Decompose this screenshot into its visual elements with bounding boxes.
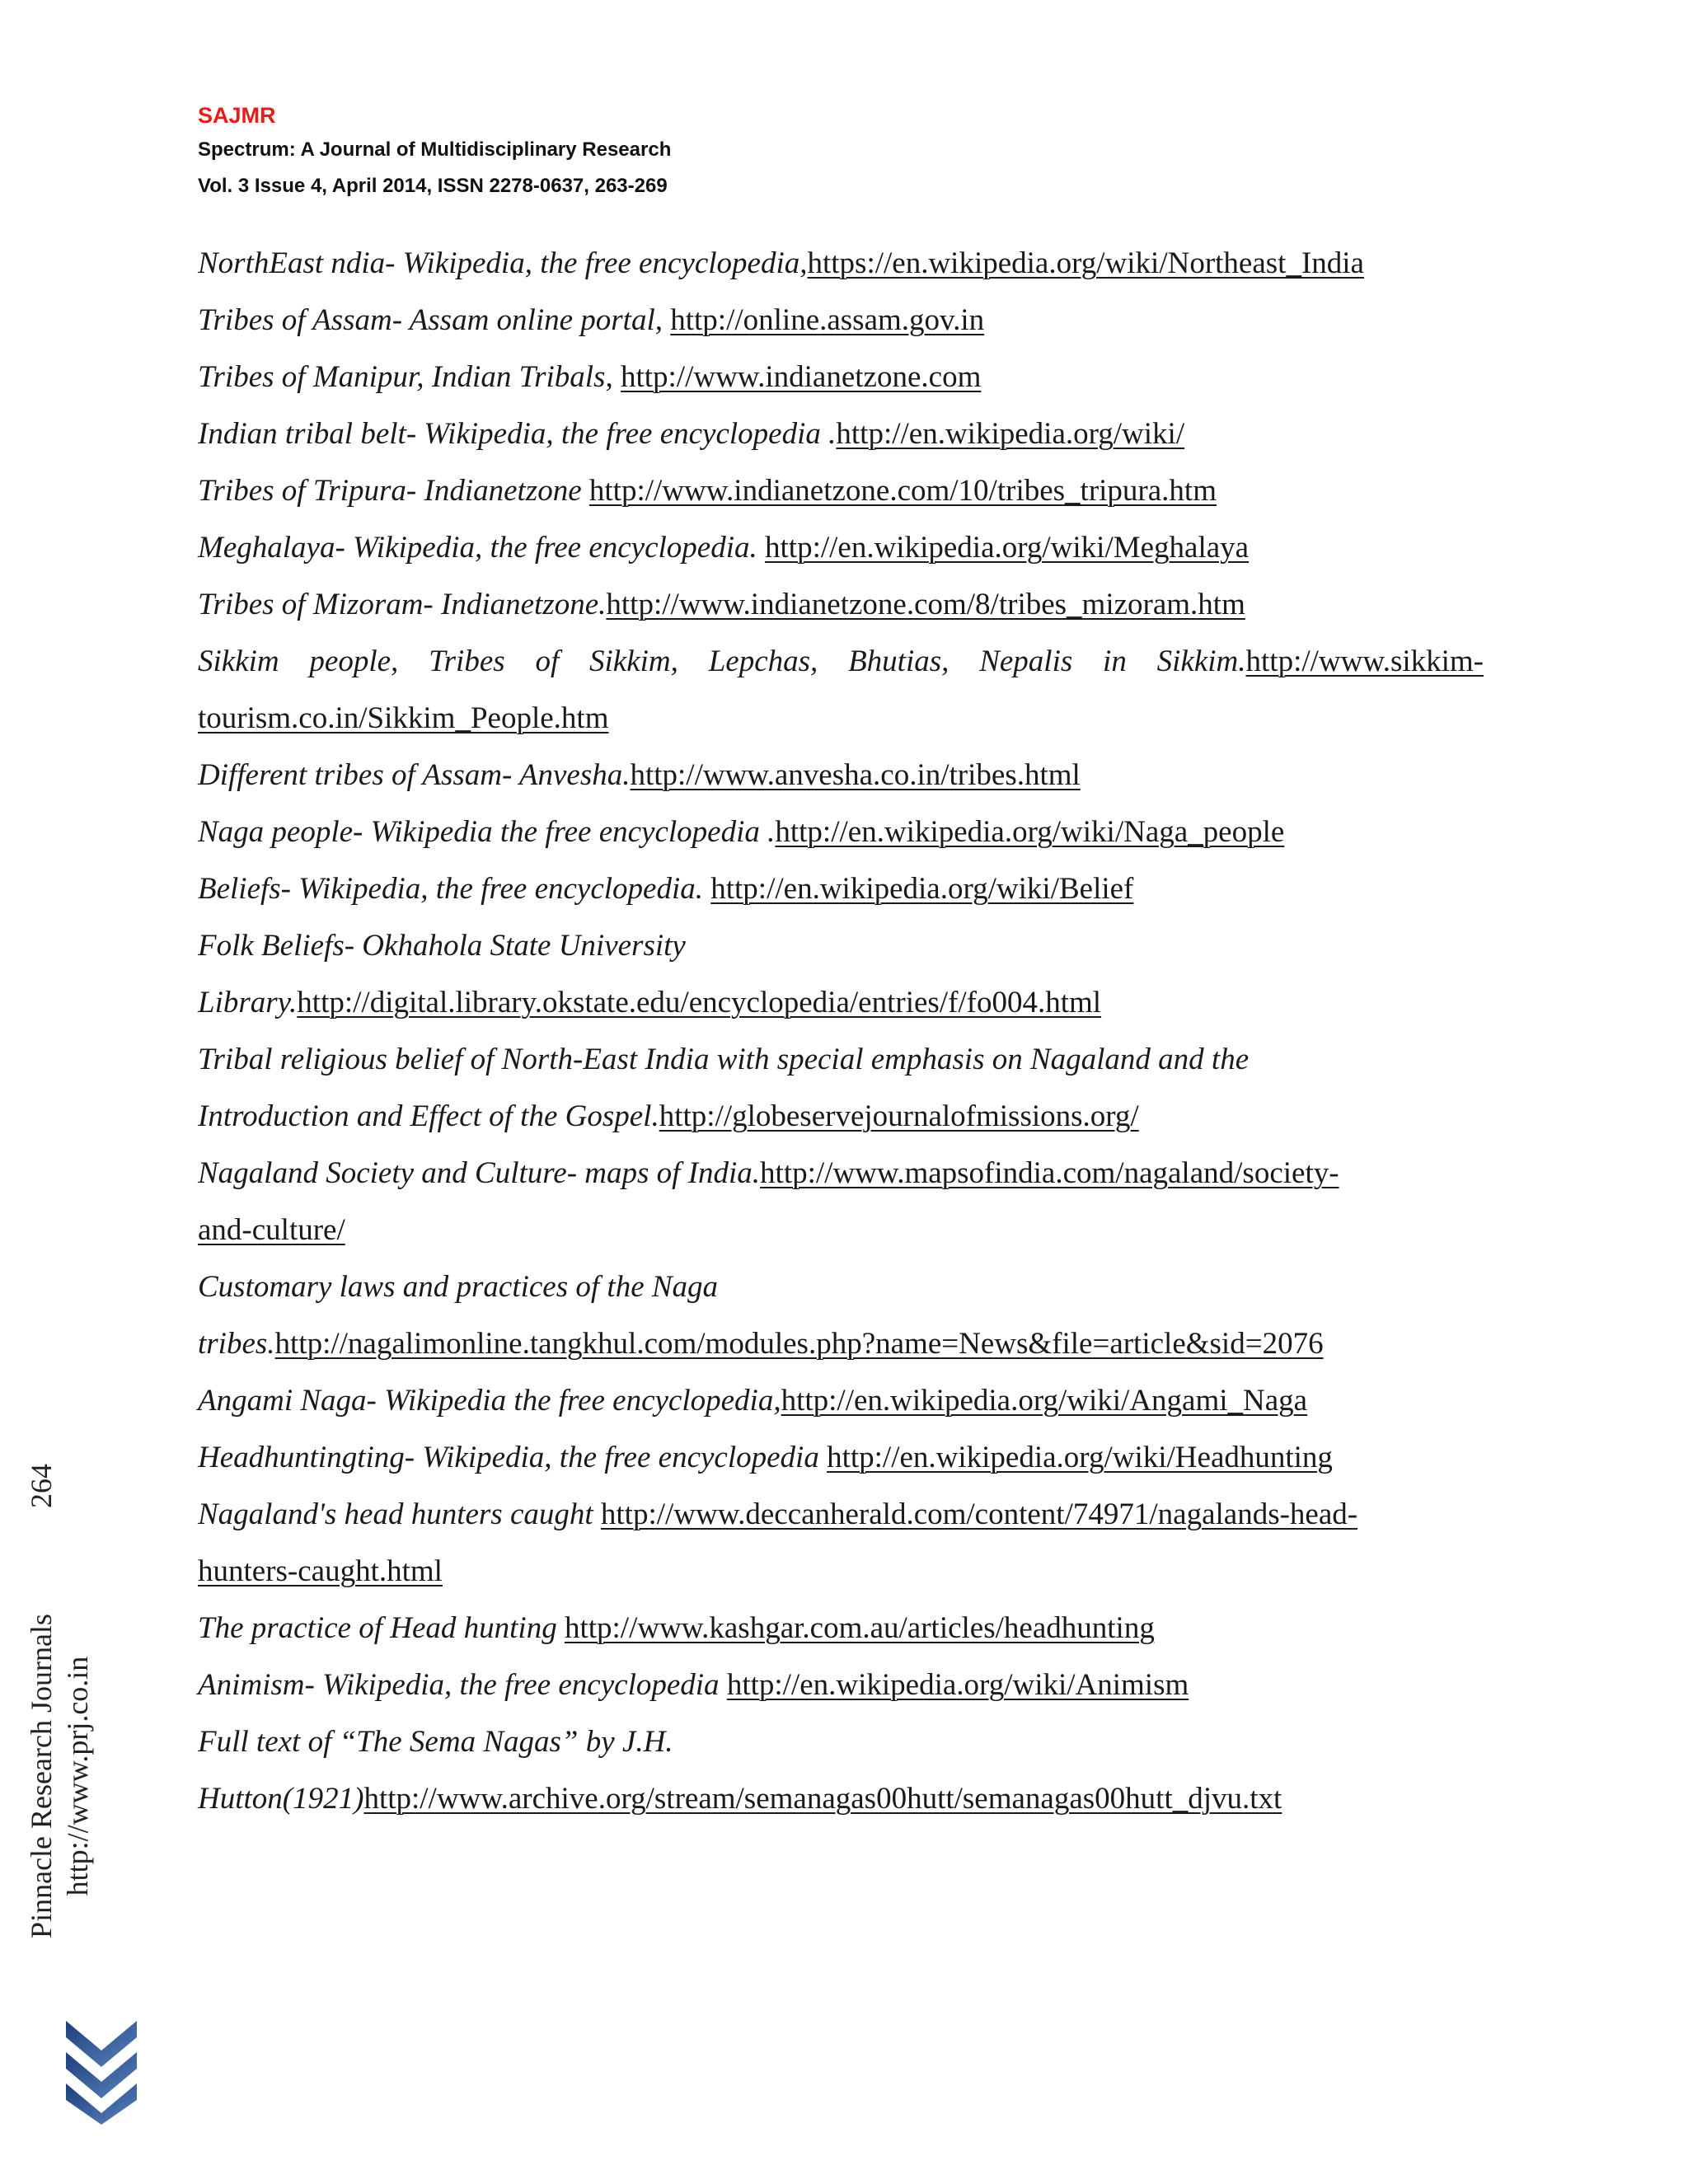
reference-link[interactable]: http://en.wikipedia.org/wiki/Animism — [726, 1668, 1189, 1702]
journal-header — [198, 99, 671, 204]
reference-line — [198, 1145, 1484, 1202]
reference-title: Beliefs- Wikipedia, the free encyclopedia. — [198, 872, 711, 906]
journal-title: Spectrum: A Journal of Multidisciplinary Research — [198, 138, 672, 161]
reference-line — [198, 1258, 1484, 1315]
reference-title: Nagaland Society and Culture- maps of India. — [198, 1156, 761, 1190]
reference-title: Tribes of Manipur, Indian Tribals, — [198, 360, 621, 394]
reference-title: Naga people- Wikipedia the free encyclopedia . — [198, 815, 776, 849]
reference-title: Introduction and Effect of the Gospel. — [198, 1099, 659, 1133]
publisher-name: Pinnacle Research Journals — [25, 1614, 58, 1938]
reference-title: Nagaland's head hunters caught — [198, 1497, 601, 1531]
reference-link[interactable]: http://www.archive.org/stream/semanagas00hutt/semanagas00hutt_djvu.txt — [363, 1782, 1282, 1816]
journal-brand: SAJMR — [198, 103, 276, 128]
reference-link[interactable]: http://globeservejournalofmissions.org/ — [659, 1099, 1139, 1133]
reference-line — [198, 860, 1484, 917]
reference-line — [198, 349, 1484, 405]
reference-link[interactable]: tourism.co.in/Sikkim_People.htm — [198, 701, 609, 735]
reference-link[interactable]: http://www.kashgar.com.au/articles/headhunting — [564, 1611, 1155, 1645]
reference-title: tribes. — [198, 1327, 275, 1361]
reference-title: Sikkim people, Tribes of Sikkim, Lepchas, Bhutias, Nepalis in Sikkim. — [198, 644, 1246, 678]
reference-link[interactable]: http://nagalimonline.tangkhul.com/modules.php?name=News&file=article&sid=2076 — [274, 1327, 1324, 1361]
reference-title: Folk Beliefs- Okhahola State University — [198, 929, 686, 963]
reference-title: The practice of Head hunting — [198, 1611, 565, 1645]
reference-link[interactable]: http://www.indianetzone.com — [620, 360, 982, 394]
reference-title: Tribes of Tripura- Indianetzone — [198, 474, 589, 508]
reference-link[interactable]: http://en.wikipedia.org/wiki/ — [836, 417, 1185, 451]
reference-title: Meghalaya- Wikipedia, the free encyclopedia. — [198, 531, 766, 565]
publisher-website: http://www.prj.co.in — [61, 1656, 94, 1896]
reference-line — [198, 1486, 1484, 1543]
reference-link[interactable]: http://en.wikipedia.org/wiki/Naga_people — [775, 815, 1285, 849]
reference-title: Tribes of Assam- Assam online portal, — [198, 303, 671, 337]
reference-line — [198, 1031, 1484, 1088]
reference-line — [198, 1770, 1484, 1827]
reference-link[interactable]: http://www.sikkim- — [1245, 644, 1484, 678]
reference-title: Angami Naga- Wikipedia the free encyclopedia, — [198, 1384, 781, 1418]
reference-link[interactable]: http://en.wikipedia.org/wiki/Headhunting — [827, 1441, 1333, 1474]
reference-line — [198, 235, 1484, 292]
reference-line — [198, 1600, 1484, 1657]
reference-title: Tribal religious belief of North-East India with special emphasis on Nagaland and the — [198, 1043, 1250, 1076]
reference-link[interactable]: http://www.indianetzone.com/10/tribes_tripura.htm — [588, 474, 1217, 508]
reference-line — [198, 917, 1484, 974]
reference-line — [198, 1202, 1484, 1258]
reference-line — [198, 804, 1484, 860]
reference-link[interactable]: http://www.deccanherald.com/content/74971/nagalands-head- — [600, 1497, 1358, 1531]
reference-link[interactable]: http://www.indianetzone.com/8/tribes_mizoram.htm — [606, 588, 1245, 621]
reference-line — [198, 1315, 1484, 1372]
reference-link[interactable]: http://online.assam.gov.in — [670, 303, 985, 337]
reference-line — [198, 633, 1484, 690]
reference-link[interactable]: http://en.wikipedia.org/wiki/Angami_Naga — [781, 1384, 1308, 1418]
reference-line — [198, 1713, 1484, 1770]
reference-line — [198, 1657, 1484, 1713]
reference-title: Animism- Wikipedia, the free encyclopedia — [198, 1668, 727, 1702]
journal-volume: Vol. 3 Issue 4, April 2014, ISSN 2278-0637, 263-269 — [198, 175, 668, 197]
reference-line — [198, 1372, 1484, 1429]
reference-link[interactable]: http://en.wikipedia.org/wiki/Belief — [710, 872, 1134, 906]
double-chevron-down-icon — [64, 2019, 138, 2126]
reference-link[interactable]: and-culture/ — [198, 1213, 345, 1247]
reference-link[interactable]: http://digital.library.okstate.edu/encyclopedia/entries/f/fo004.html — [297, 986, 1102, 1019]
reference-link[interactable]: http://www.anvesha.co.in/tribes.html — [630, 758, 1081, 792]
publisher-block — [23, 1582, 96, 1970]
reference-line — [198, 405, 1484, 462]
reference-line — [198, 974, 1484, 1031]
reference-title: Tribes of Mizoram- Indianetzone. — [198, 588, 607, 621]
reference-link[interactable]: https://en.wikipedia.org/wiki/Northeast_India — [807, 246, 1364, 280]
reference-line — [198, 690, 1484, 747]
reference-line — [198, 292, 1484, 349]
reference-link[interactable]: http://www.mapsofindia.com/nagaland/society- — [760, 1156, 1339, 1190]
reference-title: Headhuntingting- Wikipedia, the free encyclopedia — [198, 1441, 828, 1474]
side-margin-text — [23, 1146, 106, 1970]
reference-title: Full text of “The Sema Nagas” by J.H. — [198, 1725, 673, 1759]
reference-line — [198, 747, 1484, 804]
reference-line — [198, 462, 1484, 519]
reference-title: Customary laws and practices of the Naga — [198, 1270, 719, 1304]
reference-link[interactable]: http://en.wikipedia.org/wiki/Meghalaya — [765, 531, 1250, 565]
reference-title: Different tribes of Assam- Anvesha. — [198, 758, 631, 792]
reference-title: Indian tribal belt- Wikipedia, the free encyclopedia . — [198, 417, 837, 451]
reference-link[interactable]: hunters-caught.html — [198, 1554, 443, 1588]
reference-title: Library. — [198, 986, 298, 1019]
reference-line — [198, 576, 1484, 633]
chevron-upper-icon — [66, 2021, 137, 2067]
reference-line — [198, 1429, 1484, 1486]
reference-line — [198, 1088, 1484, 1145]
reference-line — [198, 1543, 1484, 1600]
reference-title: Hutton(1921) — [198, 1782, 364, 1816]
reference-line — [198, 519, 1484, 576]
page-number: 264 — [25, 1464, 58, 1508]
reference-list — [198, 235, 1484, 1827]
reference-title: NorthEast ndia- Wikipedia, the free encyclopedia, — [198, 246, 808, 280]
